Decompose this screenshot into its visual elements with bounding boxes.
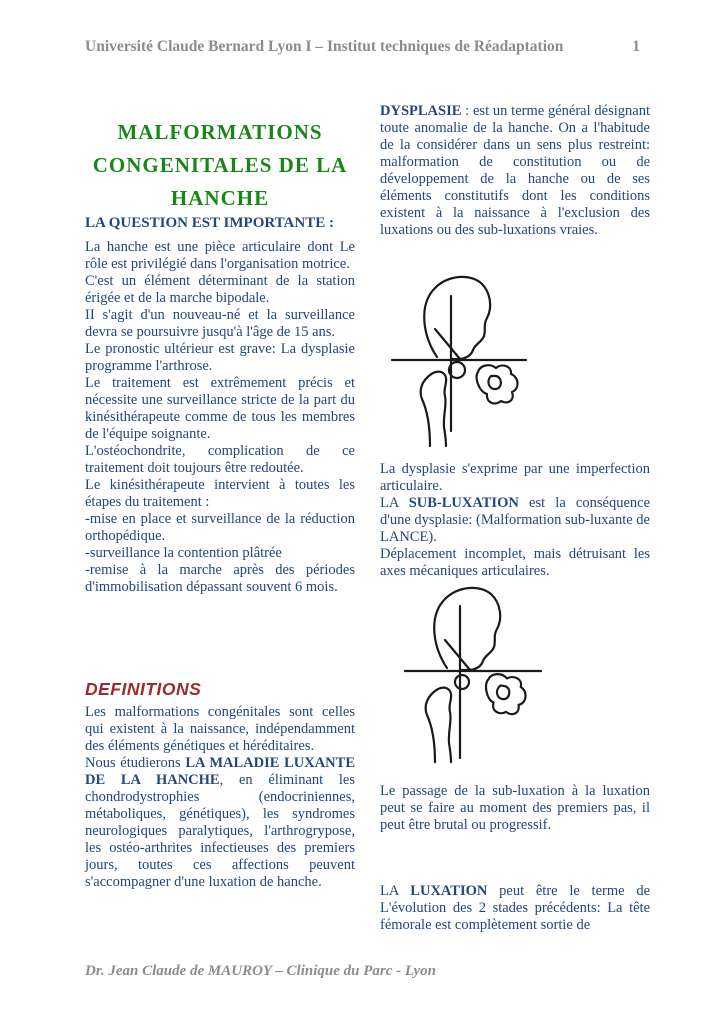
text-run: , en éliminant les chondrodystrophies (endocriniennes, métaboliques, génétiques), les syndromes neurologiques paralytiques, l'arthrogrypose, les ostéo-arthrites infectieuses des premiers jours, toutes ces affections peuvent s'accompagner d'une luxation de hanche. [85,772,355,890]
hip-dysplasia-drawing [390,273,530,463]
paragraph: C'est un élément déterminant de la station érigée et de la marche bipodale. [85,273,355,306]
text-run: peut être le terme de L'évolution des 2 stades précédents: La tête fémorale est complètement sortie de [380,883,651,933]
paragraph [380,103,650,239]
right-column-subluxation [380,461,650,580]
page-footer [85,963,640,980]
paragraph: Le pronostic ultérieur est grave: La dysplasie programme l'arthrose. [85,341,355,374]
section-heading-definitions: DEFINITIONS [85,679,202,699]
list-item-paragraph: -remise à la marche après des périodes d'immobilisation dépassant souvent 6 mois. [85,562,355,595]
document-title [85,116,355,215]
paragraph: Le kinésithérapeute intervient à toutes les étapes du traitement : [85,477,355,510]
paragraph: Les malformations congénitales sont celles qui existent à la naissance, indépendamment des éléments génétiques et héréditaires. [85,704,355,754]
definitions-body [85,704,355,891]
document-title-line: MALFORMATIONS [117,120,323,144]
text-run: Nous étudierons [85,755,186,771]
list-item-paragraph: -surveillance la contention plâtrée [85,545,282,561]
left-column-body [85,239,355,596]
right-column-luxation [380,883,650,934]
hip-dysplasia-figure [390,273,530,463]
paragraph [85,755,355,891]
paragraph: Le passage de la sub-luxation à la luxation peut se faire au moment des premiers pas, il peut être brutal ou progressif. [380,783,650,833]
paragraph: La dysplasie s'exprime par une imperfection articulaire. [380,461,650,494]
document-title-line: CONGENITALES DE LA [92,153,348,177]
hip-subluxation-drawing [398,586,548,771]
bold-term-maladie-luxante: LA MALADIE LUXANTE DE LA HANCHE [85,755,355,788]
bold-term-luxation: LUXATION [410,883,488,899]
footer-author: Dr. Jean Claude de MAUROY – Clinique du Parc - Lyon [85,963,436,979]
right-column-dysplasie [380,103,650,239]
bold-term-subluxation: SUB-LUXATION [408,495,519,511]
page-header [85,38,640,56]
paragraph: La hanche est une pièce articulaire dont Le rôle est privilégié dans l'organisation motrice. [85,239,355,272]
text-run: est la conséquence d'une dysplasie: (Malformation sub-luxante de LANCE). [380,495,650,545]
page-number: 1 [632,38,640,55]
section-heading-question: LA QUESTION EST IMPORTANTE : [85,215,334,231]
paragraph: Le traitement est extrêmement précis et nécessite une surveillance stricte de la part du kinésithérapeute comme de tous les membres de l'équipe soignante. [85,375,355,442]
hip-subluxation-figure [398,586,548,771]
paragraph [380,883,650,934]
right-column-passage [380,783,650,834]
text-run: : est un terme général désignant toute anomalie de la hanche. On a l'habitude de la considérer dans un sens plus restreint: malformation de constitution ou de développement de la hanche ou de ses éléments constitutifs dont les conditions existent à la naissance à l'exclusion des luxations ou des sub-luxations vraies. [380,103,650,238]
paragraph: Déplacement incomplet, mais détruisant les axes mécaniques articulaires. [380,546,650,579]
document-title-line: HANCHE [170,186,270,210]
header-title: Université Claude Bernard Lyon I – Institut techniques de Réadaptation [85,38,564,55]
bold-term-dysplasie: DYSPLASIE [380,103,462,119]
text-run: LA [380,495,409,511]
paragraph [380,495,650,546]
text-run: LA [380,883,411,899]
paragraph: L'ostéochondrite, complication de ce traitement doit toujours être redoutée. [85,443,355,476]
list-item-paragraph: -mise en place et surveillance de la réduction orthopédique. [85,511,355,544]
paragraph: II s'agit d'un nouveau-né et la surveillance devra se poursuivre jusqu'à l'âge de 15 ans. [85,307,355,340]
